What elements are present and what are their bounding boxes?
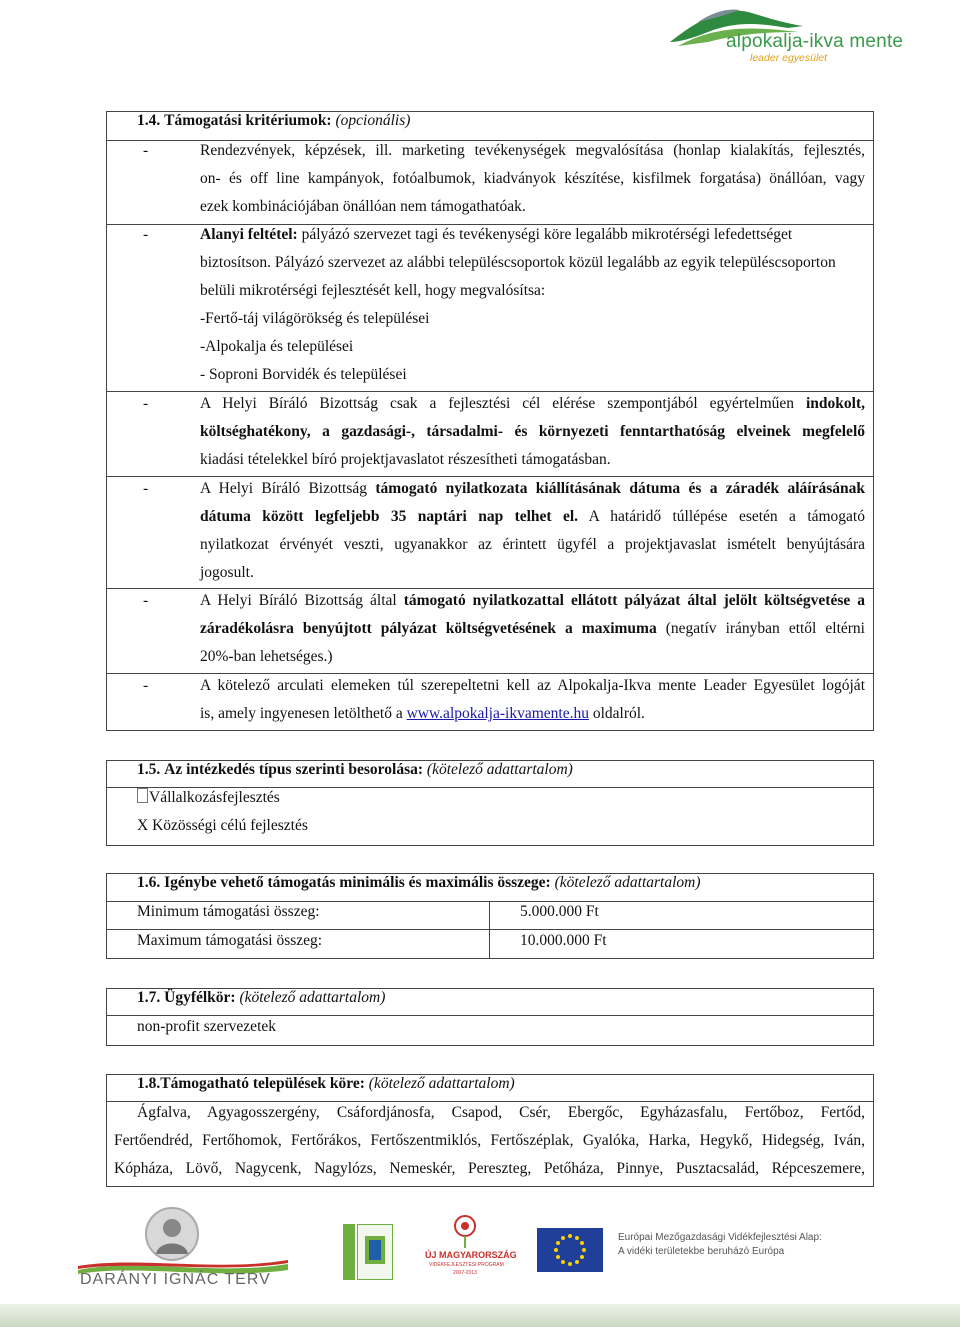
criteria-4-line-4: jogosult. [200,564,254,581]
criteria-5-bold: támogató nyilatkozattal ellátott pályázat által jelölt költségvetése a [403,592,865,609]
leader-logo-text: LEADER [332,1230,342,1264]
section-title: Igénybe vehető támogatás minimális és maximális összege: [164,874,551,891]
portrait-medallion-icon [144,1206,200,1262]
criteria-2-line-2 [200,253,865,273]
criteria-3-line-3: kiadási tételekkel bíró projektjavaslatot részesítheti támogatásban. [200,451,611,468]
checkbox-empty-icon[interactable] [137,788,148,803]
client-group-value: non-profit szervezetek [137,1018,277,1035]
footer-band [0,1304,960,1327]
criteria-6-text: is, amely ingyenesen letölthető a [200,705,403,722]
settlement-group-1: -Fertő-táj világörökség és települései [200,310,430,327]
eu-flag [537,1228,603,1272]
criteria-5-bold-2: záradékolásra benyújtott pályázat költségvetésének a maximuma [200,620,657,637]
criteria-2-bold: Alanyi feltétel: [200,226,298,243]
bullet-dash: - [143,226,149,243]
criteria-4-line-3: nyilatkozat érvényét veszti, ugyanakkor az érintett ügyfél a projektjavaslat ismételt benyújtására [200,536,865,553]
section-1-5-heading [137,760,573,780]
bullet-dash: - [143,592,149,609]
umvp-logo [425,1212,517,1284]
section-title: Az intézkedés típus szerinti besorolása: [164,761,424,778]
section-number: 1.7. [137,989,161,1006]
umvp-text: ÚJ MAGYARORSZÁG [425,1250,517,1260]
criteria-4-line-2 [200,507,865,527]
criteria-2-line-3: belüli mikrotérségi fejlesztését kell, hogy megvalósítsa: [200,282,546,299]
eu-fund-text-1: Európai Mezőgazdasági Vidékfejlesztési Alap: [618,1232,822,1243]
criteria-6-text-2: oldalról. [592,705,645,722]
website-link[interactable]: www.alpokalja-ikvamente.hu [406,705,589,722]
criteria-5-text-2: (negatív irányban ettől eltérni [665,620,865,637]
min-amount-value: 5.000.000 Ft [520,903,599,920]
bullet-dash: - [143,677,149,694]
criteria-4-text: A Helyi Bíráló Bizottság [200,480,368,497]
leader-star-icon [360,1234,390,1270]
section-1-8-heading [137,1074,515,1094]
criteria-3-bold: indokolt, [806,395,866,412]
section-title: Támogatható települések köre: [160,1075,365,1092]
section-note: (kötelező adattartalom) [368,1075,515,1092]
section-note: (kötelező adattartalom) [554,874,701,891]
max-amount-label: Maximum támogatási összeg: [137,932,323,949]
option-enterprise-label: Vállalkozásfejlesztés [149,789,280,806]
option-enterprise [137,788,280,808]
max-amount-value: 10.000.000 Ft [520,932,607,949]
section-title: Ügyfélkör: [164,989,236,1006]
bullet-dash: - [143,395,149,412]
criteria-4-line-1 [200,479,865,499]
criteria-4-bold: támogató nyilatkozata kiállításának dátuma és a záradék aláírásának [375,480,865,497]
logo-name: alpokalja-ikva mente [726,31,904,52]
criteria-6-line-2 [200,704,645,724]
flower-icon [445,1212,485,1248]
section-title: Támogatási kritériumok: [164,112,332,129]
eu-fund-text-2: A vidéki területekbe beruházó Európa [618,1246,785,1257]
section-note: (opcionális) [335,112,411,129]
criteria-1-line-3: ezek kombinációjában önállóan nem támogathatóak. [200,198,526,215]
criteria-4-text-2: A határidő túllépése esetén a támogató [588,508,865,525]
leader-eu-logo [332,1224,393,1280]
settlements-line-1: Ágfalva, Agyagosszergény, Csáfordjánosfa, Csapod, Csér, Ebergőc, Egyházasfalu, Fertőboz, Fertőd, [137,1104,865,1121]
leader-logo [668,2,928,64]
bullet-dash: - [143,480,149,497]
criteria-5-line-3: 20%-ban lehetséges.) [200,648,333,665]
section-number: 1.8. [137,1075,161,1092]
settlement-group-3: - Soproni Borvidék és települései [200,366,407,383]
criteria-3-line-1 [200,394,865,414]
daranyi-logo [78,1206,288,1292]
umvp-subtext: VIDÉKFEJLESZTÉSI PROGRAM [429,1262,504,1268]
section-note: (kötelező adattartalom) [426,761,573,778]
settlement-group-2: -Alpokalja és települései [200,338,354,355]
section-number: 1.5. [137,761,161,778]
section-number: 1.4. [137,112,161,129]
criteria-1-line-1: Rendezvények, képzések, ill. marketing tevékenységek megvalósítása (honlap kialakítás, fejlesztés, [200,142,865,159]
umvp-years: 2007-2013 [453,1270,477,1276]
section-1-7-heading [137,988,385,1008]
section-number: 1.6. [137,874,161,891]
settlements-line-2: Fertőendréd, Fertőhomok, Fertőrákos, Fertőszentmiklós, Fertőszéplak, Gyalóka, Harka, Hegykő, Hidegség, Iván, [114,1132,865,1149]
criteria-2-text: pályázó szervezet tagi és tevékenységi köre legalább mikrotérségi lefedettséget [301,226,793,243]
settlements-line-3: Kópháza, Lövő, Nagycenk, Nagylózs, Nemeskér, Pereszteg, Petőháza, Pinnye, Pusztacsalád, Répceszemere, [114,1160,865,1177]
min-amount-label: Minimum támogatási összeg: [137,903,320,920]
criteria-5-line-2 [200,619,865,639]
criteria-6-line-1: A kötelező arculati elemeken túl szerepeltetni kell az Alpokalja-Ikva mente Leader Egyesület logóját [200,677,865,694]
section-1-4-heading [137,111,410,131]
eu-stars-icon [537,1228,603,1272]
criteria-3-text: A Helyi Bíráló Bizottság csak a fejlesztési cél elérése szempontjából egyértelműen [200,395,795,412]
criteria-1-line-2: on- és off line kampányok, fotóalbumok, kiadványok készítése, kisfilmek forgatása) önállóan, vagy [200,170,865,187]
section-1-6-heading [137,873,701,893]
criteria-3-line-2 [200,422,865,442]
daranyi-text: DARÁNYI IGNÁC TERV [80,1271,271,1288]
criteria-2-line-2a: biztosítson. [200,254,272,271]
criteria-2-line-1 [200,225,792,245]
option-community: X Közösségi célú fejlesztés [137,817,308,834]
criteria-5-text: A Helyi Bíráló Bizottság által [200,592,397,609]
criteria-3-bold-2: költséghatékony, a gazdasági-, társadalmi- és környezeti fenntarthatóság elveinek megfelelő [200,423,865,440]
criteria-4-bold-2: dátuma között legfeljebb 35 naptári nap telhet el. [200,508,579,525]
criteria-2-line-2b: Pályázó szervezet az alábbi településcsoportok közül legalább az egyik településcsoporton [274,254,836,271]
criteria-5-line-1 [200,591,865,611]
section-note: (kötelező adattartalom) [239,989,386,1006]
logo-subtitle: leader egyesület [750,52,828,64]
bullet-dash: - [143,142,149,159]
